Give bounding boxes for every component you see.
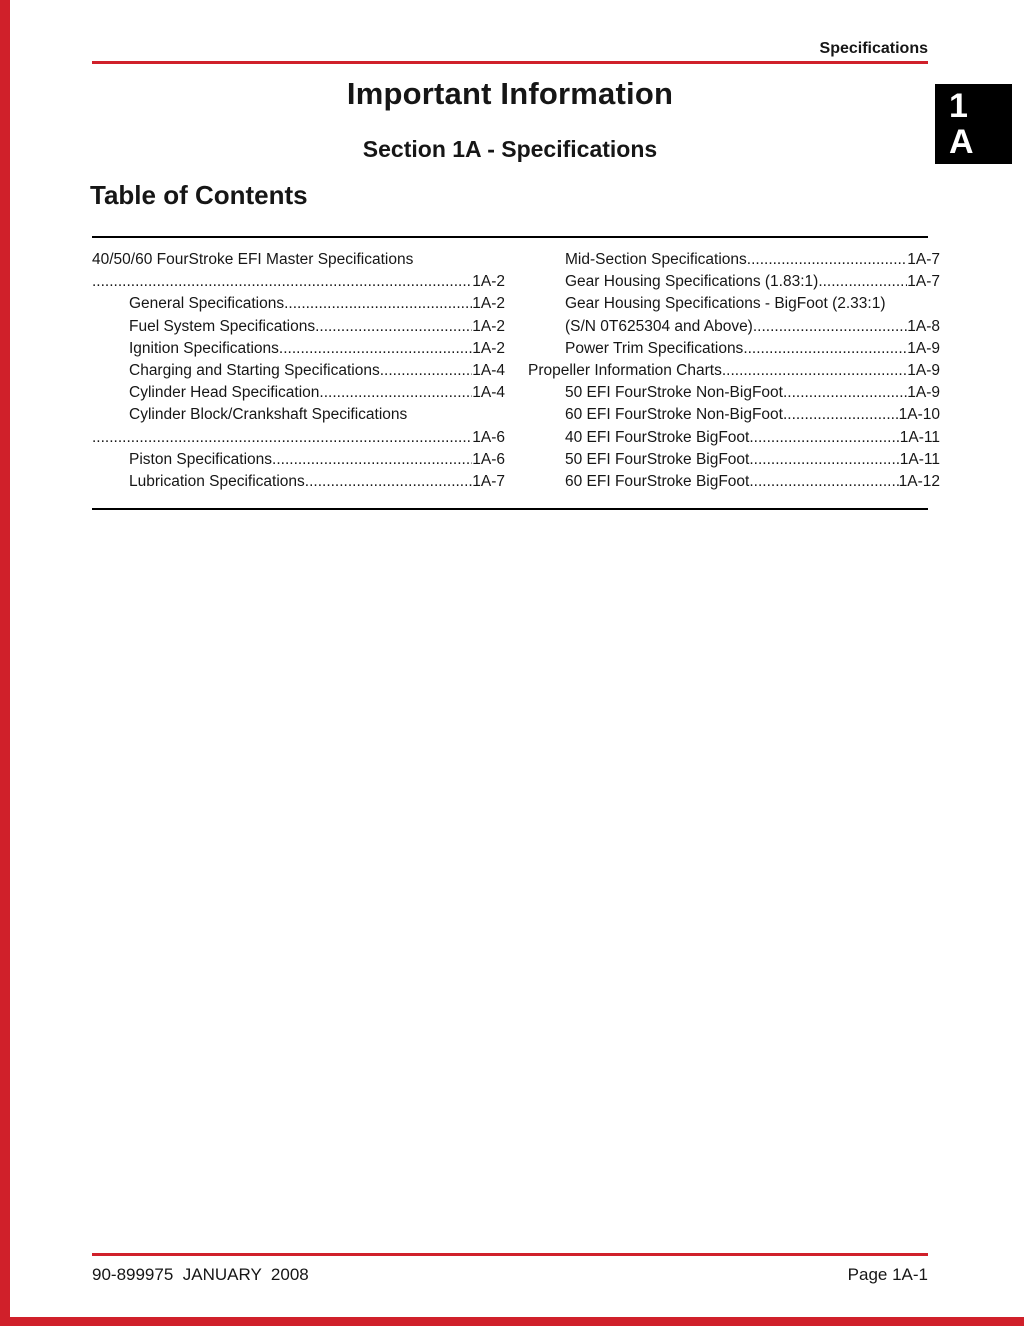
section-tab-letter: A [949, 123, 974, 161]
toc-dot-leader [749, 471, 898, 493]
toc-entry-page: 1A-9 [907, 362, 940, 380]
toc-entry-label: 60 EFI FourStroke BigFoot [565, 473, 750, 491]
footer-rule [92, 1253, 928, 1256]
toc-entry-page: 1A-8 [907, 317, 940, 335]
toc-dot-leader [722, 360, 907, 382]
bottom-red-border [0, 1317, 1024, 1326]
toc-entry-page: 1A-6 [472, 450, 505, 468]
toc-entry [528, 449, 940, 471]
toc-entry [528, 427, 940, 449]
toc-dot-leader [783, 382, 907, 404]
toc-entry [92, 360, 505, 382]
toc-entry [92, 427, 505, 449]
toc-dot-leader [818, 271, 907, 293]
toc-entry-label: (S/N 0T625304 and Above) [565, 317, 753, 335]
toc-entry-page: 1A-11 [899, 428, 940, 446]
toc-entry [528, 271, 940, 293]
footer-document-number: 90-899975 JANUARY 2008 [92, 1265, 309, 1284]
footer-page-number: Page 1A-1 [847, 1265, 928, 1284]
toc-dot-leader [783, 404, 899, 426]
toc-entry [528, 404, 940, 426]
toc-entry [92, 271, 505, 293]
toc-dot-leader [92, 271, 472, 293]
toc-entry-label: 40/50/60 FourStroke EFI Master Specifications [92, 251, 414, 268]
toc-entry-page: 1A-7 [907, 273, 940, 291]
toc-entry [528, 360, 940, 382]
toc-entry-label: General Specifications [129, 295, 285, 313]
toc-entry-label: Piston Specifications [129, 450, 273, 468]
toc-dot-leader [305, 471, 472, 493]
toc-entry [528, 471, 940, 493]
toc-dot-leader [279, 338, 472, 360]
toc-entry-label: 60 EFI FourStroke Non-BigFoot [565, 406, 783, 424]
toc-entry [528, 316, 940, 338]
running-header: Specifications [819, 40, 928, 57]
toc-entry-page: 1A-10 [898, 406, 940, 424]
toc-entry-label: Gear Housing Specifications (1.83:1) [565, 273, 819, 291]
toc-entry [92, 404, 505, 426]
toc-entry [92, 249, 505, 271]
toc-entry-page: 1A-7 [907, 251, 940, 268]
toc-entry-label: Cylinder Head Specification [129, 384, 320, 402]
toc-entry-label: 40 EFI FourStroke BigFoot [565, 428, 750, 446]
toc-entry-page: 1A-12 [898, 473, 940, 491]
toc-entry-page: 1A-2 [472, 295, 505, 313]
toc-entry-label: Fuel System Specifications [129, 317, 316, 335]
toc-entry-label: Ignition Specifications [129, 339, 279, 357]
left-red-border [0, 0, 10, 1326]
toc-entry-page: 1A-2 [472, 339, 505, 357]
toc-dot-leader [284, 293, 472, 315]
toc-dot-leader [743, 338, 907, 360]
toc-dot-leader [747, 249, 907, 271]
toc-entry-page: 1A-4 [472, 384, 505, 402]
toc-entry-page: 1A-6 [472, 428, 505, 446]
toc-entry [528, 293, 940, 315]
toc-bottom-rule [92, 508, 928, 510]
toc-top-rule [92, 236, 928, 238]
toc-dot-leader [92, 427, 472, 449]
toc-left-column [92, 249, 505, 493]
toc-entry [528, 338, 940, 360]
toc-dot-leader [753, 316, 907, 338]
toc-entry-label: Propeller Information Charts [528, 362, 722, 380]
toc-dot-leader [749, 449, 899, 471]
toc-entry-page: 1A-2 [472, 317, 505, 335]
section-subtitle: Section 1A - Specifications [362, 136, 658, 162]
toc-entry-label: Mid-Section Specifications [565, 251, 747, 268]
toc-entry [92, 471, 505, 493]
toc-entry [92, 449, 505, 471]
toc-entry-page: 1A-2 [472, 273, 505, 291]
toc-dot-leader [749, 427, 899, 449]
page-title: Important Information [346, 76, 674, 111]
toc-entry-label: 50 EFI FourStroke Non-BigFoot [565, 384, 783, 402]
toc-heading: Table of Contents [90, 180, 308, 210]
section-tab-number: 1 [949, 87, 968, 125]
toc-entry-page: 1A-4 [472, 362, 505, 380]
toc-entry [92, 316, 505, 338]
toc-right-column [528, 249, 940, 493]
toc-entry-page: 1A-9 [907, 339, 940, 357]
toc-entry [92, 382, 505, 404]
toc-entry [528, 249, 940, 271]
toc-dot-leader [319, 382, 472, 404]
toc-entry-label: Cylinder Block/Crankshaft Specifications [129, 406, 408, 424]
toc-entry-page: 1A-9 [907, 384, 940, 402]
toc-entry-page: 1A-11 [899, 450, 940, 468]
toc-entry-label: 50 EFI FourStroke BigFoot [565, 450, 750, 468]
header-rule [92, 61, 928, 64]
toc-entry-page: 1A-7 [472, 473, 505, 491]
toc-dot-leader [315, 316, 472, 338]
toc-entry-label: Lubrication Specifications [129, 473, 305, 491]
toc-entry [528, 382, 940, 404]
table-of-contents [92, 249, 940, 493]
toc-entry-label: Power Trim Specifications [565, 339, 744, 357]
toc-dot-leader [380, 360, 473, 382]
toc-entry [92, 293, 505, 315]
toc-entry-label: Charging and Starting Specifications [129, 362, 380, 380]
section-tab [935, 84, 1012, 164]
toc-dot-leader [272, 449, 472, 471]
toc-entry-label: Gear Housing Specifications - BigFoot (2.33:1) [565, 295, 886, 313]
toc-entry [92, 338, 505, 360]
